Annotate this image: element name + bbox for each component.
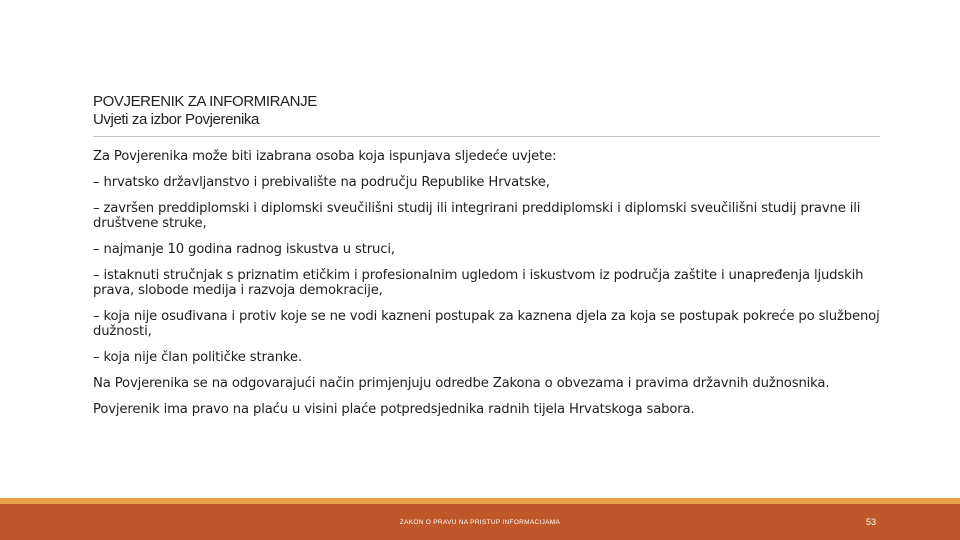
body-paragraph-condition-party: – koja nije član političke stranke. <box>93 350 302 365</box>
body-paragraph-intro: Za Povjerenika može biti izabrana osoba koja ispunjava sljedeće uvjete: <box>93 149 557 164</box>
slide-body <box>93 149 893 428</box>
title-heading: POVJERENIK ZA INFORMIRANJE <box>93 93 317 110</box>
body-paragraph-condition-expert: – istaknuti stručnjak s priznatim etičkim i profesionalnim ugledom i iskustvom iz područja zaštite i unapređenja ljudskih prava, slobode medija i razvoja demokracije, <box>93 268 864 298</box>
body-paragraph-salary: Povjerenik ima pravo na plaću u visini plaće potpredsjednika radnih tijela Hrvatskoga sabora. <box>93 402 695 417</box>
title-divider <box>93 136 880 137</box>
footer-title: ZAKON O PRAVU NA PRISTUP INFORMACIJAMA <box>399 519 561 526</box>
body-paragraph-condition-education: – završen preddiplomski i diplomski sveučilišni studij ili integrirani preddiplomski i diplomski sveučilišni studij pravne ili društvene struke, <box>93 201 861 231</box>
body-paragraph-condition-criminal: – koja nije osuđivana i protiv koje se ne vodi kazneni postupak za kaznena djela za koja se postupak pokreće po službenoj dužnosti, <box>93 309 880 339</box>
title-subheading: Uvjeti za izbor Povjerenika <box>93 111 259 128</box>
page-number: 53 <box>865 517 876 527</box>
slide-title <box>93 93 883 129</box>
body-paragraph-condition-citizenship: – hrvatsko državljanstvo i prebivalište na području Republike Hrvatske, <box>93 175 550 190</box>
body-paragraph-obligations: Na Povjerenika se na odgovarajući način primjenjuju odredbe Zakona o obvezama i pravima državnih dužnosnika. <box>93 376 830 391</box>
body-paragraph-condition-experience: – najmanje 10 godina radnog iskustva u struci, <box>93 242 395 257</box>
footer-bar <box>0 504 960 540</box>
